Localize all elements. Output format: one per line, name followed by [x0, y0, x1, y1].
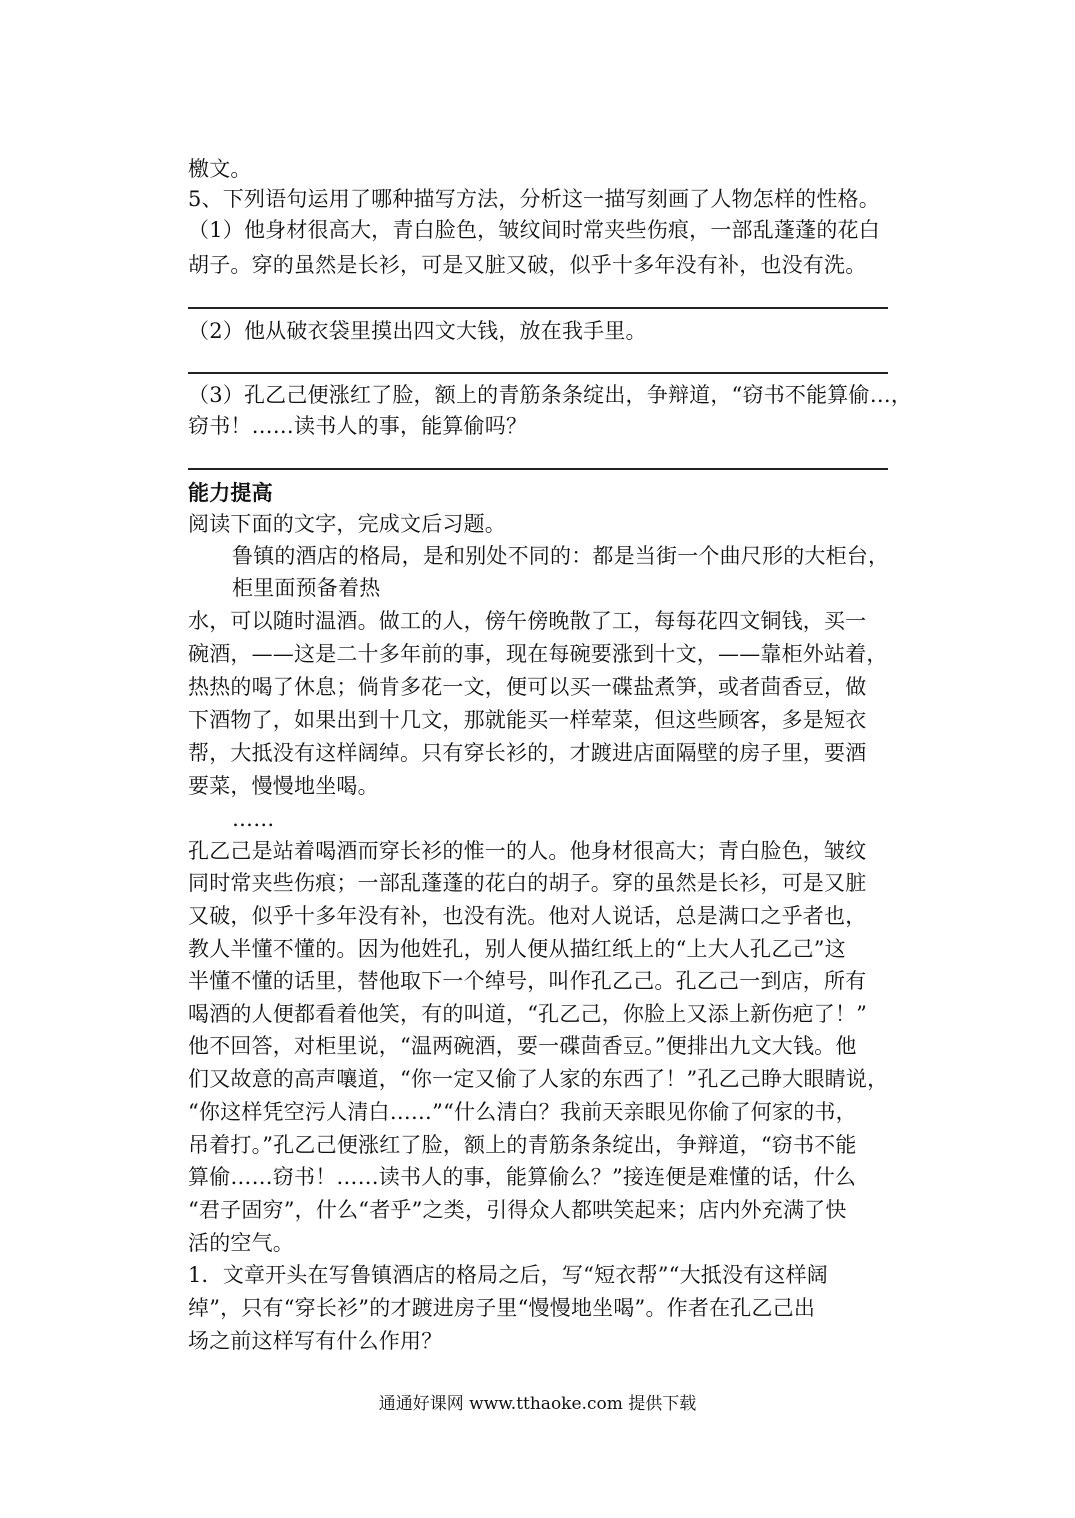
passage-line: 下酒物了，如果出到十几文，那就能买一样荤菜，但这些顾客，多是短衣 — [188, 708, 867, 732]
passage-line: 同时常夹些伤痕；一部乱蓬蓬的花白的胡子。穿的虽然是长衫，可是又脏 — [188, 871, 867, 895]
passage-line: “君子固穷”，什么“者乎”之类，引得众人都哄笑起来；店内外充满了快 — [188, 1198, 847, 1222]
sentence-3-line-1: （3）孔乙己便涨红了脸，额上的青筋条条绽出，争辩道，“窃书不能算偷…， — [188, 383, 913, 407]
question-1-line-1: 1．文章开头在写鲁镇酒店的格局之后，写“短衣帮”“大抵没有这样阔 — [188, 1263, 828, 1287]
question-1-line-3: 场之前这样写有什么作用？ — [188, 1329, 443, 1353]
passage-line: 算偷……窃书！……读书人的事，能算偷么？”接连便是难懂的话，什么 — [188, 1165, 857, 1189]
page-footer: 通通好课网 www.tthaoke.com 提供下载 — [378, 1394, 697, 1414]
passage-line: 碗酒，——这是二十多年前的事，现在每碗要涨到十文，——靠柜外站着， — [188, 642, 888, 666]
passage-line: 半懂不懂的话里，替他取下一个绰号，叫作孔乙己。孔乙己一到店，所有 — [188, 969, 867, 993]
passage-line: 帮，大抵没有这样阔绰。只有穿长衫的，才踱进店面隔壁的房子里，要酒 — [188, 741, 867, 765]
passage-line: 柜里面预备着热 — [232, 576, 381, 600]
sentence-1-line-2: 胡子。穿的虽然是长衫，可是又脏又破，似乎十多年没有补，也没有洗。 — [188, 253, 867, 277]
passage-line: 们又故意的高声嚷道，“你一定又偷了人家的东西了！”孔乙己睁大眼睛说， — [188, 1067, 889, 1091]
question-5: 5、下列语句运用了哪种描写方法，分析这一描写刻画了人物怎样的性格。 — [188, 187, 880, 211]
passage-line: 又破，似乎十多年没有补，也没有洗。他对人说话，总是满口之乎者也， — [188, 904, 867, 928]
sentence-1-line-1: （1）他身材很高大，青白脸色，皱纹间时常夹些伤痕，一部乱蓬蓬的花白 — [188, 218, 880, 242]
instruction: 阅读下面的文字，完成文后习题。 — [188, 512, 506, 536]
passage-line: 活的空气。 — [188, 1231, 294, 1255]
passage-line: 热热的喝了休息；倘肯多花一文，便可以买一碟盐煮笋，或者茴香豆，做 — [188, 675, 867, 699]
text-line: 檄文。 — [188, 157, 252, 181]
answer-line — [188, 307, 888, 309]
answer-line — [188, 468, 888, 470]
sentence-2: （2）他从破衣袋里摸出四文大钱，放在我手里。 — [188, 319, 647, 343]
passage-line: 他不回答，对柜里说，“温两碗酒，要一碟茴香豆。”便排出九文大钱。他 — [188, 1034, 857, 1058]
answer-line — [188, 372, 888, 374]
passage-line: 喝酒的人便都看着他笑，有的叫道，“孔乙己，你脸上又添上新伤疤了！” — [188, 1002, 868, 1026]
passage-line: 要菜，慢慢地坐喝。 — [188, 774, 379, 798]
passage-line: 吊着打。”孔乙己便涨红了脸，额上的青筋条条绽出，争辩道，“窃书不能 — [188, 1133, 857, 1157]
passage-line: 水，可以随时温酒。做工的人，傍午傍晚散了工，每每花四文铜钱，买一 — [188, 609, 867, 633]
section-heading: 能力提高 — [188, 480, 273, 505]
passage-line: “你这样凭空污人清白……”“什么清白？我前天亲眼见你偷了何家的书， — [188, 1100, 857, 1124]
sentence-3-line-2: 窃书！……读书人的事，能算偷吗？ — [188, 414, 528, 438]
passage-line: 鲁镇的酒店的格局，是和别处不同的：都是当街一个曲尺形的大柜台， — [232, 544, 890, 568]
passage-line: 孔乙己是站着喝酒而穿长衫的惟一的人。他身材很高大；青白脸色，皱纹 — [188, 839, 867, 863]
passage-line: 教人半懂不懂的。因为他姓孔，别人便从描红纸上的“上大人孔乙己”这 — [188, 937, 846, 961]
question-1-line-2: 绰”，只有“穿长衫”的才踱进房子里“慢慢地坐喝”。作者在孔乙己出 — [188, 1296, 816, 1320]
passage-ellipsis: …… — [232, 807, 275, 831]
